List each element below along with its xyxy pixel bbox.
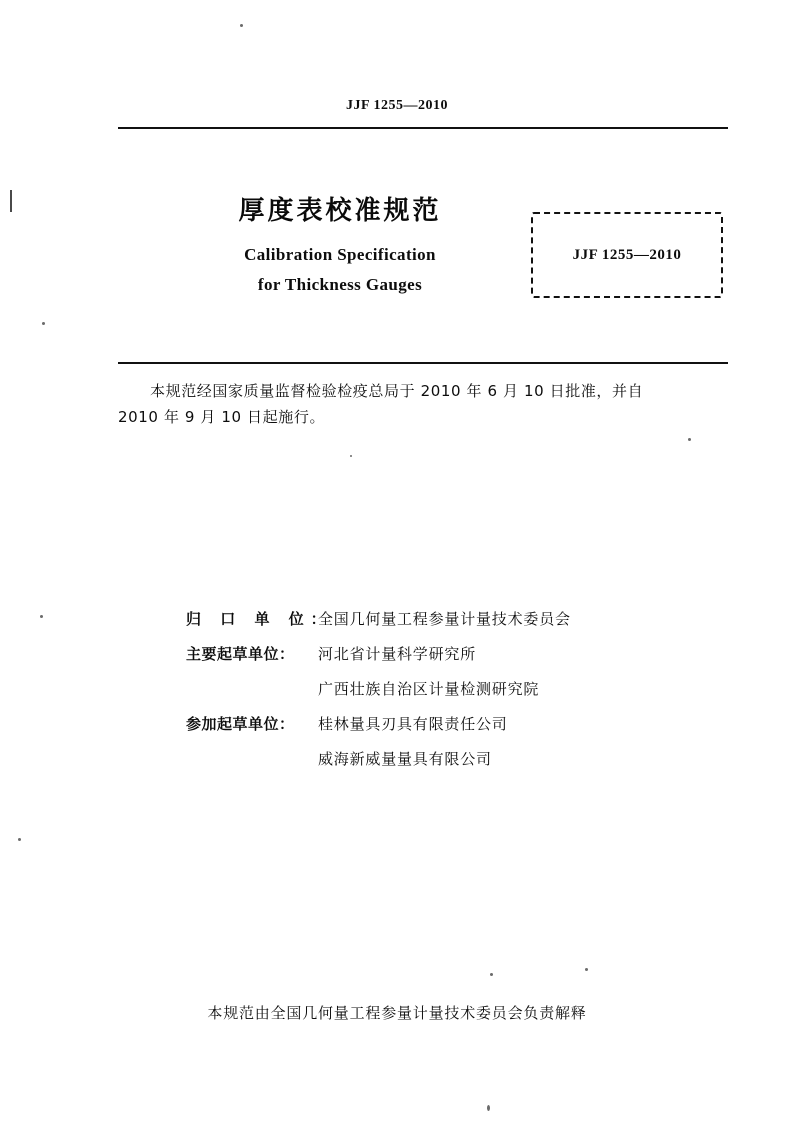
scan-artifact-speck [18, 838, 21, 841]
scan-artifact-speck [487, 1105, 490, 1111]
credit-value-owner: 全国几何量工程参量计量技术委员会 [318, 610, 571, 628]
scan-artifact-mark [10, 190, 12, 212]
credit-subvalue-participating-drafters: 威海新威量量具有限公司 [318, 750, 492, 768]
approval-paragraph [118, 378, 728, 430]
header-divider-rule [118, 127, 728, 129]
approval-line-1: 本规范经国家质量监督检验检疫总局于 2010 年 6 月 10 日批准，并自 [150, 382, 644, 400]
credit-label-owner: 归 口 单 位： [186, 610, 333, 628]
title-block [150, 190, 530, 295]
standard-code-stamp-text: JJF 1255—2010 [572, 246, 682, 263]
credit-subvalue-main-drafters: 广西壮族自治区计量检测研究院 [318, 680, 540, 698]
footer-interpretation-note: 本规范由全国几何量工程参量计量技术委员会负责解释 [207, 1004, 587, 1022]
credit-row-main-drafters [186, 643, 686, 664]
credit-row-owner [186, 608, 686, 629]
page-title-english-line1: Calibration Specification [244, 245, 436, 264]
scan-artifact-speck [585, 968, 588, 971]
page-header-code: JJF 1255—2010 [345, 98, 449, 113]
credit-value-participating-drafters: 桂林量具刃具有限责任公司 [318, 715, 508, 733]
credit-row-participating-drafters [186, 713, 686, 734]
scan-artifact-speck [40, 615, 43, 618]
body-divider-rule [118, 362, 728, 364]
scan-artifact-speck [42, 322, 45, 325]
approval-line-2: 2010 年 9 月 10 日起施行。 [118, 408, 326, 426]
page-title-english-line2: for Thickness Gauges [257, 275, 423, 294]
scan-artifact-speck [490, 973, 493, 976]
page-title-chinese: 厚度表校准规范 [238, 196, 442, 226]
credits-block [186, 608, 686, 783]
credit-label-main-drafters: 主要起草单位： [186, 645, 295, 663]
scan-artifact-speck [350, 455, 352, 457]
credit-label-participating-drafters: 参加起草单位： [186, 715, 295, 733]
scan-artifact-speck [240, 24, 243, 27]
credit-value-main-drafters: 河北省计量科学研究所 [318, 645, 477, 663]
standard-code-stamp [531, 212, 723, 298]
scan-artifact-speck [688, 438, 691, 441]
